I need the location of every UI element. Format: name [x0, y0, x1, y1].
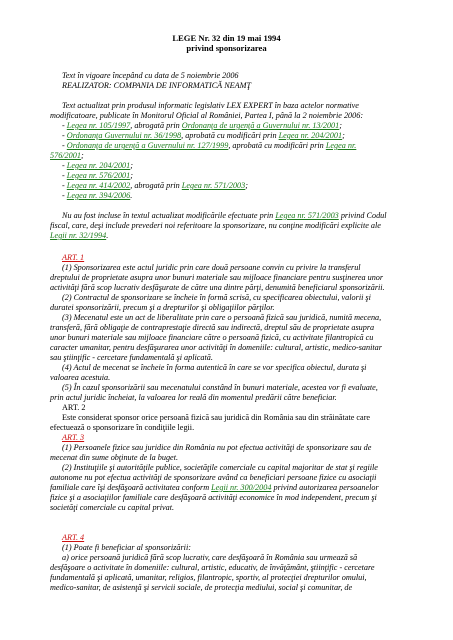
- amendment-item: - Legea nr. 576/2001;: [62, 171, 133, 180]
- paragraph-line: familiale care îşi desfăşoară activitatea conform Legii nr. 300/2004 privind autorizarea persoanelor: [50, 483, 379, 492]
- paragraph-line: (1) Sponsorizarea este actul juridic prin care două persoane convin cu privire la transferul: [62, 263, 361, 272]
- amendment-item: - Ordonanţa Guvernului nr. 36/1998, aprobată cu modificări prin Legea nr. 204/2001;: [62, 131, 345, 140]
- article-label[interactable]: ART. 4: [62, 533, 85, 542]
- paragraph-line: a) orice persoană juridică fără scop lucrativ, care desfăşoară în România sau urmează să: [62, 553, 358, 562]
- paragraph-line: Este considerat sponsor orice persoană fizică sau juridică din România sau din străinătate care: [62, 413, 371, 422]
- amendment-item: - Legea nr. 414/2002, abrogată prin Legea nr. 571/2003;: [62, 181, 248, 190]
- amendment-item: - Ordonanţa de urgenţă a Guvernului nr. 127/1999, aprobată cu modificări prin Legea nr.: [62, 141, 357, 150]
- law-link[interactable]: Legea nr. 105/1997: [66, 121, 131, 130]
- note-line: fiscal, care, deşi include prevederi noi referitoare la sponsorizare, nu conţine modificări explicite ale: [50, 221, 381, 230]
- paragraph-line: sau ştiinţific - cercetare fundamentală şi aplicată.: [50, 353, 213, 362]
- paragraph-line: prin actul juridic încheiat, la valoarea lor reală din momentul predării către beneficiar.: [50, 393, 337, 402]
- law-link[interactable]: Legea nr. 414/2002: [66, 181, 131, 190]
- law-link[interactable]: Legea nr. 204/2001: [66, 161, 131, 170]
- law-link[interactable]: Ordonanţa de urgenţă a Guvernului nr. 13/2001: [181, 121, 340, 130]
- paragraph-line: efectuează o sponsorizare în condiţiile legii.: [50, 423, 195, 432]
- law-link[interactable]: Legea nr. 571/2003: [181, 181, 246, 190]
- paragraph-line: mecenat din sume obţinute de la buget.: [50, 453, 179, 462]
- paragraph-line: unor bunuri materiale sau mijloace financiare către o persoană fizică, cu activitate filantropică cu: [50, 333, 374, 342]
- amendment-item: - Legea nr. 105/1997, abrogată prin Ordonanţa de urgenţă a Guvernului nr. 13/2001;: [62, 121, 342, 130]
- paragraph-line: (5) În cazul sponsorizării sau mecenatului constând în bunuri materiale, acestea vor fi evaluate,: [62, 383, 378, 392]
- paragraph-line: valoarea acestuia.: [50, 373, 111, 382]
- paragraph-line: (1) Persoanele fizice sau juridice din România nu pot efectua activităţi de sponsorizare sau de: [62, 443, 372, 452]
- paragraph-line: (2) Contractul de sponsorizare se încheie în formă scrisă, cu specificarea obiectului, valorii şi: [62, 293, 371, 302]
- law-link[interactable]: Legii nr. 300/2004: [211, 483, 272, 492]
- validity-line: Text în vigoare începând cu data de 5 noiembrie 2006: [62, 71, 239, 80]
- note-line: Nu au fost incluse în textul actualizat modificările efectuate prin Legea nr. 571/2003 privind Codul: [62, 211, 387, 220]
- law-subtitle: privind sponsorizarea: [186, 43, 267, 53]
- paragraph-line: fundamentală şi aplicată, umanitar, religios, filantropic, sportiv, al protecţiei drepturilor omului,: [50, 573, 367, 582]
- paragraph-line: transferă, fără obligaţie de contraprestaţie directă sau indirectă, dreptul său de proprietate asupra: [50, 323, 375, 332]
- law-link[interactable]: Legea nr. 394/2006: [66, 191, 131, 200]
- intro-line: modificatoare, publicate în Monitorul Oficial al României, Partea I, până la 2 noiembrie 2006:: [50, 111, 364, 120]
- paragraph-line: desfăşoare o activitate în domeniile: cultural, artistic, educativ, de învăţământ, ştiinţific - cercetare: [50, 563, 375, 572]
- paragraph-line: caracter umanitar, pentru desfăşurarea unor activităţi în domeniile: cultural, artistic, medico-sanitar: [50, 343, 382, 352]
- article-label[interactable]: ART. 1: [62, 253, 85, 262]
- law-link[interactable]: 576/2001: [50, 151, 81, 160]
- paragraph-line: (1) Poate fi beneficiar al sponsorizării:: [62, 543, 191, 552]
- article-label: ART. 2: [62, 403, 86, 412]
- note-line: Legii nr. 32/1994.: [50, 231, 109, 240]
- law-link[interactable]: Legea nr.: [325, 141, 357, 150]
- paragraph-line: autonome nu pot efectua activităţi de sponsorizare având ca beneficiari persoane fizice cu asociaţii: [50, 473, 377, 482]
- paragraph-line: medico-sanitar, de asistenţă şi servicii sociale, de protecţia mediului, social şi comunitar, de: [50, 583, 353, 592]
- paragraph-line: societăţi comerciale cu capital privat.: [50, 503, 175, 512]
- paragraph-line: dreptului de proprietate asupra unor bunuri materiale sau mijloace financiare pentru susţinerea unor: [50, 273, 384, 282]
- author-line: REALIZATOR: COMPANIA DE INFORMATICĂ NEAMŢ: [62, 81, 252, 90]
- paragraph-line: (2) Instituţiile şi autorităţile publice, societăţile comerciale cu capital majoritar de stat şi regiile: [62, 463, 378, 472]
- law-link[interactable]: Ordonanţa de urgenţă a Guvernului nr. 127/1999: [66, 141, 229, 150]
- paragraph-line: duratei sponsorizării, precum şi a drepturilor şi obligaţiilor părţilor.: [50, 303, 275, 312]
- law-link[interactable]: Ordonanţa Guvernului nr. 36/1998: [66, 131, 182, 140]
- amendment-item: 576/2001;: [50, 151, 84, 160]
- law-link[interactable]: Legea nr. 576/2001: [66, 171, 131, 180]
- paragraph-line: (4) Actul de mecenat se încheie în forma autentică în care se vor specifica obiectul, durata şi: [62, 363, 367, 372]
- law-link[interactable]: Legea nr. 204/2001: [278, 131, 343, 140]
- paragraph-line: (3) Mecenatul este un act de liberalitate prin care o persoană fizică sau juridică, numită mecena,: [62, 313, 382, 322]
- paragraph-line: fizice şi a asociaţiilor familiale care desfăşoară activităţi economice în mod independent, precum şi: [50, 493, 377, 502]
- paragraph-line: activităţi fără scop lucrativ desfăşurate de către una dintre părţi, denumită beneficiarul sponsorizării.: [50, 283, 385, 292]
- law-title: LEGE Nr. 32 din 19 mai 1994: [172, 33, 281, 43]
- law-link[interactable]: Legii nr. 32/1994: [50, 231, 107, 240]
- amendment-item: - Legea nr. 394/2006.: [62, 191, 133, 200]
- amendment-item: - Legea nr. 204/2001;: [62, 161, 133, 170]
- law-link[interactable]: Legea nr. 571/2003: [275, 211, 339, 220]
- intro-line: Text actualizat prin produsul informatic legislativ LEX EXPERT în baza actelor normative: [62, 101, 359, 110]
- article-label[interactable]: ART. 3: [62, 433, 85, 442]
